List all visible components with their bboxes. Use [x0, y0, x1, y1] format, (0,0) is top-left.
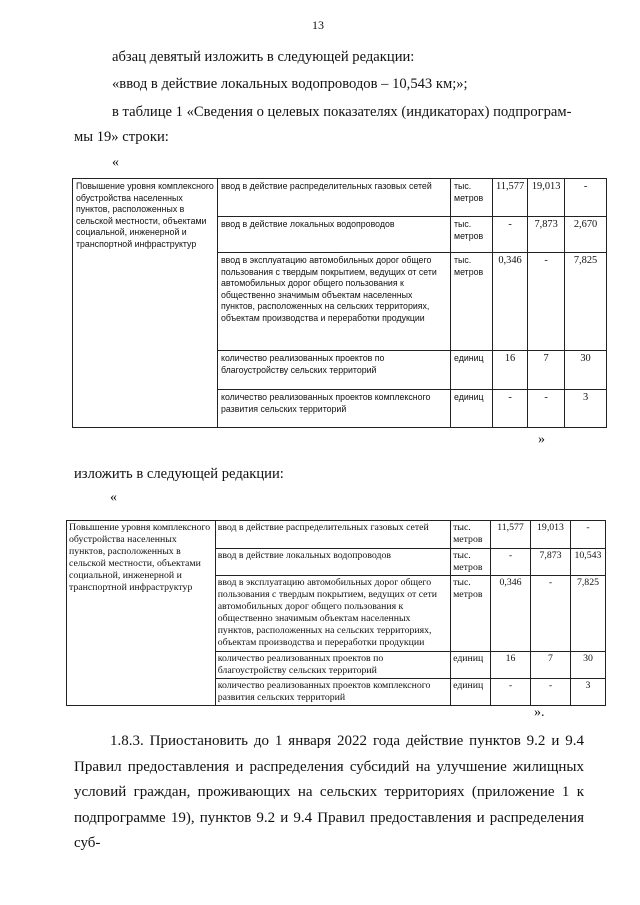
indicator-cell: количество реализованных проектов по благоустройству сельских территорий — [215, 652, 450, 679]
value-cell: 30 — [565, 351, 607, 390]
indicator-cell: количество реализованных проектов комплексного развития сельских территорий — [218, 390, 451, 428]
indicator-cell: ввод в эксплуатацию автомобильных дорог общего пользования с твердым покрытием, ведущих от сети автомобильных дорог общего пользования к общественно значимым объектам населенных пунктов, расположенных на сельских территориях, объектам производства и переработки продукции — [218, 253, 451, 351]
unit-cell: тыс. метров — [451, 179, 493, 217]
unit-cell: тыс. метров — [451, 217, 493, 253]
indicator-cell: ввод в действие локальных водопроводов — [218, 217, 451, 253]
value-cell: 19,013 — [528, 179, 565, 217]
value-cell: 2,670 — [565, 217, 607, 253]
table-row — [73, 179, 607, 217]
goal-cell: Повышение уровня комплексного обустройства населенных пунктов, расположенных в сельской местности, объектами социальной, инженерной и транспортной инфраструктур — [67, 521, 216, 706]
indicator-cell: количество реализованных проектов комплексного развития сельских территорий — [215, 679, 450, 706]
value-cell: 0,346 — [492, 253, 527, 351]
old-indicators-table — [72, 178, 607, 428]
value-cell: 3 — [565, 390, 607, 428]
value-cell: 7,825 — [565, 253, 607, 351]
indicator-cell: ввод в действие распределительных газовых сетей — [215, 521, 450, 549]
table-row — [67, 521, 606, 549]
new-indicators-table — [66, 520, 606, 706]
indicator-cell: ввод в действие распределительных газовых сетей — [218, 179, 451, 217]
value-cell: - — [531, 576, 571, 652]
unit-cell: тыс. метров — [451, 521, 491, 549]
indicator-cell: ввод в действие локальных водопроводов — [215, 549, 450, 576]
intro-line-2: «ввод в действие локальных водопроводов – 10,543 км;»; — [112, 76, 468, 92]
value-cell: 7,873 — [528, 217, 565, 253]
close-quote-2: ». — [534, 705, 545, 720]
value-cell: 7 — [531, 652, 571, 679]
intro-line-3: в таблице 1 «Сведения о целевых показателях (индикаторах) подпрограм- — [112, 104, 572, 120]
value-cell: - — [570, 521, 605, 549]
value-cell: 16 — [491, 652, 531, 679]
value-cell: - — [491, 549, 531, 576]
open-quote-1: « — [112, 155, 119, 170]
intro-line-1: абзац девятый изложить в следующей редакции: — [112, 49, 415, 65]
value-cell: - — [492, 390, 527, 428]
value-cell: 11,577 — [492, 179, 527, 217]
unit-cell: единиц — [451, 679, 491, 706]
value-cell: 30 — [570, 652, 605, 679]
value-cell: 16 — [492, 351, 527, 390]
value-cell: 7,825 — [570, 576, 605, 652]
value-cell: - — [528, 253, 565, 351]
close-quote-1: » — [538, 432, 545, 447]
unit-cell: единиц — [451, 351, 493, 390]
value-cell: - — [491, 679, 531, 706]
unit-cell: единиц — [451, 652, 491, 679]
indicator-cell: количество реализованных проектов по благоустройству сельских территорий — [218, 351, 451, 390]
value-cell: 0,346 — [491, 576, 531, 652]
unit-cell: тыс. метров — [451, 253, 493, 351]
intro-line-4: мы 19» строки: — [74, 129, 169, 145]
value-cell: 7 — [528, 351, 565, 390]
value-cell: 7,873 — [531, 549, 571, 576]
unit-cell: тыс. метров — [451, 549, 491, 576]
value-cell: 3 — [570, 679, 605, 706]
middle-text: изложить в следующей редакции: — [74, 466, 284, 482]
unit-cell: единиц — [451, 390, 493, 428]
value-cell: 19,013 — [531, 521, 571, 549]
value-cell: - — [565, 179, 607, 217]
value-cell: 10,543 — [570, 549, 605, 576]
value-cell: 11,577 — [491, 521, 531, 549]
closing-paragraph: 1.8.3. Приостановить до 1 января 2022 года действие пунктов 9.2 и 9.4 Правил предоставления и распределения субсидий на улучшение жилищных условий граждан, проживающих на сельских территориях (приложение 1 к подпрограмме 19), пунктов 9.2 и 9.4 Правил предоставления и распределения суб- — [74, 733, 584, 851]
page-number: 13 — [312, 18, 324, 32]
value-cell: - — [531, 679, 571, 706]
value-cell: - — [492, 217, 527, 253]
value-cell: - — [528, 390, 565, 428]
unit-cell: тыс. метров — [451, 576, 491, 652]
goal-cell: Повышение уровня комплексного обустройства населенных пунктов, расположенных в сельской местности, объектами социальной, инженерной и транспортной инфраструктур — [73, 179, 218, 428]
open-quote-2: « — [110, 490, 117, 505]
indicator-cell: ввод в эксплуатацию автомобильных дорог общего пользования с твердым покрытием, ведущих от сети автомобильных дорог общего пользования к общественно значимым объектам населенных пунктов, расположенных на сельских территориях, объектам производства и переработки продукции — [215, 576, 450, 652]
